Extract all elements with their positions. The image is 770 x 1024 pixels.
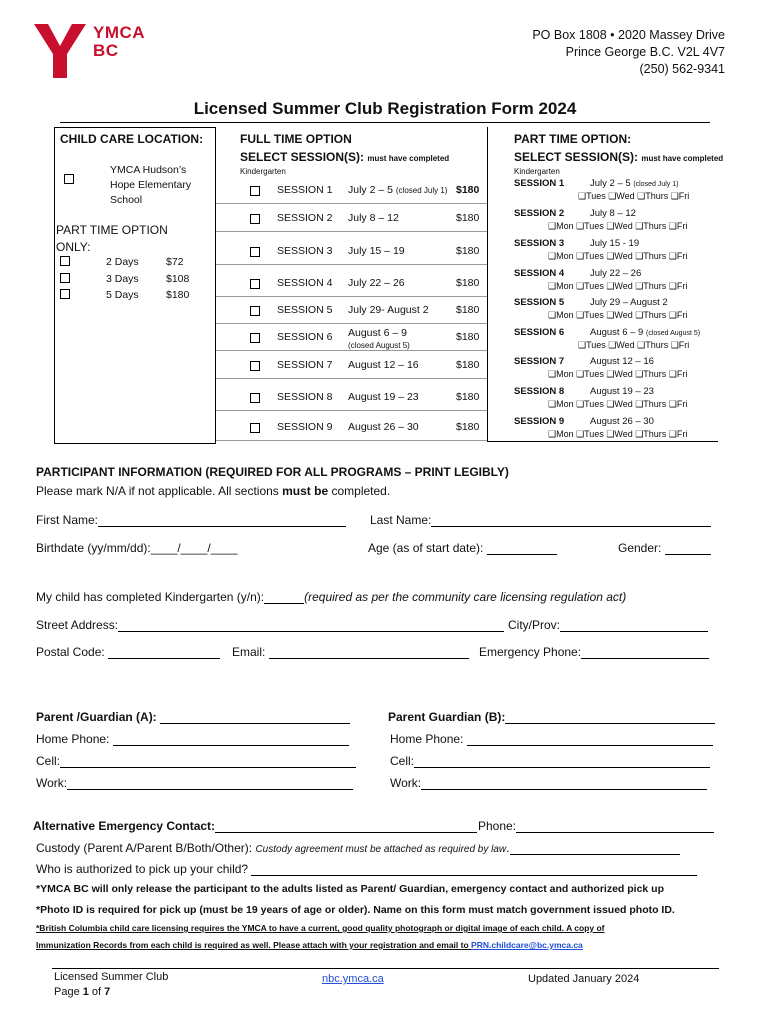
pt-session-name: SESSION 7	[514, 356, 565, 367]
pt-session-name: SESSION 2	[514, 208, 565, 219]
alt-contact-phone[interactable]: Phone:	[478, 819, 714, 833]
pt-heading: PART TIME OPTION:	[514, 132, 632, 146]
column-divider	[487, 127, 488, 442]
guardian-a-cell[interactable]: Cell:	[36, 754, 356, 768]
ft-session-checkbox[interactable]	[250, 423, 260, 433]
ft-row-separator	[216, 410, 487, 411]
pt-session-days[interactable]: ❑Mon ❑Tues ❑Wed ❑Thurs ❑Fri	[548, 281, 688, 291]
participant-heading: PARTICIPANT INFORMATION (REQUIRED FOR ALL PROGRAMS – PRINT LEGIBLY)	[36, 465, 509, 479]
licensing-notice-line1: *British Columbia child care licensing requires the YMCA to have a current, good quality photograph or digital image of each child. A copy of	[36, 923, 605, 933]
ft-session-dates: July 8 – 12	[348, 212, 399, 224]
guardian-b-field[interactable]: Parent Guardian (B):	[388, 710, 715, 724]
pt-session-days[interactable]: ❑Tues ❑Wed ❑Thurs ❑Fri	[578, 191, 690, 201]
pt-session-days[interactable]: ❑Mon ❑Tues ❑Wed ❑Thurs ❑Fri	[548, 369, 688, 379]
pt-session-days[interactable]: ❑Tues ❑Wed ❑Thurs ❑Fri	[578, 340, 690, 350]
guardian-b-work[interactable]: Work:	[390, 776, 707, 790]
ft-session-row[interactable]	[240, 245, 485, 259]
alt-contact-field[interactable]: Alternative Emergency Contact:	[33, 819, 477, 833]
participant-subheading: Please mark N/A if not applicable. All sections must be completed.	[36, 484, 391, 498]
pt-session-name: SESSION 3	[514, 238, 565, 249]
ft-row-separator	[216, 378, 487, 379]
form-title: Licensed Summer Club Registration Form 2024	[193, 99, 577, 118]
ft-row-separator	[216, 350, 487, 351]
pt-session-row[interactable]	[514, 356, 718, 384]
pt-session-row[interactable]	[514, 297, 718, 325]
emergency-phone-field[interactable]: Emergency Phone:	[479, 645, 709, 659]
pt-option-checkbox[interactable]	[60, 289, 70, 299]
pt-session-dates: July 22 – 26	[590, 268, 642, 279]
ft-session-row[interactable]	[240, 212, 485, 226]
address-block	[532, 27, 725, 78]
kindergarten-field[interactable]: My child has completed Kindergarten (y/n): (required as per the community care licensing regulation act)	[36, 590, 627, 604]
street-address-field[interactable]: Street Address:	[36, 618, 504, 632]
guardian-a-work[interactable]: Work:	[36, 776, 353, 790]
pt-session-days[interactable]: ❑Mon ❑Tues ❑Wed ❑Thurs ❑Fri	[548, 310, 688, 320]
ft-session-row[interactable]	[240, 304, 485, 318]
guardian-a-home-phone[interactable]: Home Phone:	[36, 732, 349, 746]
pt-session-dates: August 6 – 9 (closed August 5)	[590, 327, 701, 338]
guardian-b-home-phone[interactable]: Home Phone:	[390, 732, 713, 746]
pt-option-days: 3 Days	[106, 272, 139, 285]
pt-session-row[interactable]	[514, 178, 718, 206]
ft-session-price: $180	[456, 421, 480, 433]
ft-session-name: SESSION 1	[277, 184, 333, 196]
ymca-y-logo	[34, 24, 86, 78]
age-field[interactable]: Age (as of start date):	[368, 541, 557, 555]
pt-session-dates: August 26 – 30	[590, 416, 654, 427]
ft-row-separator	[216, 231, 487, 232]
ft-session-checkbox[interactable]	[250, 214, 260, 224]
ft-session-checkbox[interactable]	[250, 186, 260, 196]
photo-id-notice: *Photo ID is required for pick up (must be 19 years of age or older). Name on this form must match government issued photo ID.	[36, 904, 675, 916]
pt-session-dates: July 15 - 19	[590, 238, 640, 249]
release-notice: *YMCA BC will only release the participant to the adults listed as Parent/ Guardian, emergency contact and authorized pick up	[36, 883, 665, 895]
school-checkbox[interactable]	[64, 170, 76, 188]
pt-session-row[interactable]	[514, 268, 718, 296]
ft-session-dates: July 29- August 2	[348, 304, 429, 316]
ft-session-name: SESSION 4	[277, 277, 333, 289]
city-prov-field[interactable]: City/Prov:	[508, 618, 708, 632]
ft-session-name: SESSION 6	[277, 331, 333, 343]
childcare-email-link[interactable]: PRN.childcare@bc.ymca.ca	[471, 940, 583, 950]
first-name-field[interactable]: First Name:	[36, 513, 346, 527]
pt-session-name: SESSION 5	[514, 297, 565, 308]
footer-left: Licensed Summer Club Page 1 of 7	[54, 971, 169, 998]
ft-select-heading: SELECT SESSION(S): must have completed	[240, 150, 450, 164]
ft-session-dates: August 26 – 30	[348, 421, 419, 433]
pt-select-heading: SELECT SESSION(S): must have completed	[514, 150, 724, 164]
pt-option-days: 2 Days	[106, 256, 139, 268]
location-heading: CHILD CARE LOCATION:	[60, 132, 204, 146]
pt-option-days: 5 Days	[106, 289, 139, 301]
ft-session-dates: July 2 – 5 (closed July 1)	[348, 184, 448, 196]
ft-session-dates: August 6 – 9 (closed August 5)	[348, 327, 410, 350]
ft-row-separator	[216, 264, 487, 265]
pt-session-days[interactable]: ❑Mon ❑Tues ❑Wed ❑Thurs ❑Fri	[548, 399, 688, 409]
pt-session-dates: July 2 – 5 (closed July 1)	[590, 178, 679, 189]
footer-updated: Updated January 2024	[528, 973, 640, 985]
ft-session-dates: July 15 – 19	[348, 245, 405, 257]
pt-session-days[interactable]: ❑Mon ❑Tues ❑Wed ❑Thurs ❑Fri	[548, 429, 688, 439]
ft-session-dates: August 19 – 23	[348, 391, 419, 403]
ft-session-price: $180	[456, 331, 480, 343]
title-divider	[60, 122, 710, 123]
pt-option-checkbox[interactable]	[60, 256, 70, 266]
ft-session-price: $180	[456, 304, 480, 316]
pt-option-row[interactable]	[60, 256, 184, 268]
pt-note: Kindergarten	[514, 167, 560, 176]
ft-session-row[interactable]	[240, 421, 485, 435]
last-name-field[interactable]: Last Name:	[370, 513, 711, 527]
gender-field[interactable]: Gender:	[618, 541, 711, 555]
guardian-b-cell[interactable]: Cell:	[390, 754, 710, 768]
ft-row-separator	[216, 323, 487, 324]
ft-session-dates: August 12 – 16	[348, 359, 419, 371]
ft-session-name: SESSION 3	[277, 245, 333, 257]
pt-session-dates: July 29 – August 2	[590, 297, 668, 308]
pt-only-heading: PART TIME OPTION ONLY:	[56, 223, 168, 254]
ft-note: Kindergarten	[240, 167, 286, 176]
ft-session-checkbox[interactable]	[250, 306, 260, 316]
ft-session-checkbox[interactable]	[250, 333, 260, 343]
pt-session-row[interactable]	[514, 416, 718, 444]
pt-session-name: SESSION 8	[514, 386, 565, 397]
pt-session-row[interactable]	[514, 208, 718, 236]
pt-session-row[interactable]	[514, 238, 718, 266]
address-line1: PO Box 1808 • 2020 Massey Drive	[532, 28, 725, 42]
ft-row-separator	[216, 203, 487, 204]
pt-option-price: $72	[166, 256, 184, 268]
ft-session-checkbox[interactable]	[250, 361, 260, 371]
pt-session-dates: August 19 – 23	[590, 386, 654, 397]
ft-session-price: $180	[456, 391, 480, 403]
ft-session-name: SESSION 5	[277, 304, 333, 316]
pt-option-row[interactable]	[60, 289, 190, 301]
pt-session-name: SESSION 1	[514, 178, 565, 189]
pt-session-row[interactable]	[514, 386, 718, 414]
ft-row-separator	[216, 440, 487, 441]
ft-session-price: $180	[456, 184, 480, 196]
pt-session-name: SESSION 6	[514, 327, 565, 338]
address-line2: Prince George B.C. V2L 4V7	[565, 45, 725, 59]
pt-session-name: SESSION 9	[514, 416, 565, 427]
pickup-field[interactable]: Who is authorized to pick up your child?	[36, 862, 697, 876]
licensing-notice-line2: Immunization Records from each child is required as well. Please attach with your registration and email to PRN.childcare@bc.ymca.ca	[36, 940, 583, 950]
pt-session-dates: August 12 – 16	[590, 356, 654, 367]
pt-session-row[interactable]	[514, 327, 718, 355]
ft-session-row[interactable]	[240, 359, 485, 373]
ft-session-price: $180	[456, 277, 480, 289]
ft-row-separator	[216, 296, 487, 297]
ft-session-price: $180	[456, 245, 480, 257]
ft-session-checkbox[interactable]	[250, 247, 260, 257]
pt-option-price: $180	[166, 289, 190, 301]
ft-session-name: SESSION 8	[277, 391, 333, 403]
ft-heading: FULL TIME OPTION	[240, 132, 352, 146]
pt-option-row[interactable]	[60, 272, 190, 285]
school-name: YMCA Hudson’s Hope Elementary School	[110, 164, 192, 206]
ymca-bc-wordmark: YMCA BC	[93, 23, 146, 60]
custody-field[interactable]: Custody (Parent A/Parent B/Both/Other): Custody agreement must be attached as required by law.	[36, 841, 680, 855]
ft-session-row[interactable]	[240, 391, 485, 405]
pt-option-price: $108	[166, 272, 190, 285]
footer-website-link[interactable]: nbc.ymca.ca	[322, 973, 384, 985]
ft-session-checkbox[interactable]	[250, 393, 260, 403]
ft-session-row[interactable]	[240, 327, 485, 350]
ft-session-row[interactable]	[240, 184, 485, 198]
ft-session-name: SESSION 9	[277, 421, 333, 433]
ft-session-price: $180	[456, 212, 480, 224]
ft-session-dates: July 22 – 26	[348, 277, 405, 289]
address-phone: (250) 562-9341	[639, 62, 725, 76]
pt-session-name: SESSION 4	[514, 268, 565, 279]
postal-code-field[interactable]: Postal Code:	[36, 645, 220, 659]
pt-session-days[interactable]: ❑Mon ❑Tues ❑Wed ❑Thurs ❑Fri	[548, 221, 688, 231]
pt-session-days[interactable]: ❑Mon ❑Tues ❑Wed ❑Thurs ❑Fri	[548, 251, 688, 261]
pt-option-checkbox[interactable]	[60, 273, 70, 283]
ft-session-checkbox[interactable]	[250, 279, 260, 289]
footer-divider	[52, 968, 719, 969]
ft-session-row[interactable]	[240, 277, 485, 291]
ft-session-name: SESSION 2	[277, 212, 333, 224]
ft-session-name: SESSION 7	[277, 359, 333, 371]
birthdate-field[interactable]: Birthdate (yy/mm/dd):____/____/____	[36, 541, 238, 555]
guardian-a-field[interactable]: Parent /Guardian (A):	[36, 710, 350, 724]
ft-session-price: $180	[456, 359, 480, 371]
email-field[interactable]: Email:	[232, 645, 469, 659]
pt-session-dates: July 8 – 12	[590, 208, 636, 219]
